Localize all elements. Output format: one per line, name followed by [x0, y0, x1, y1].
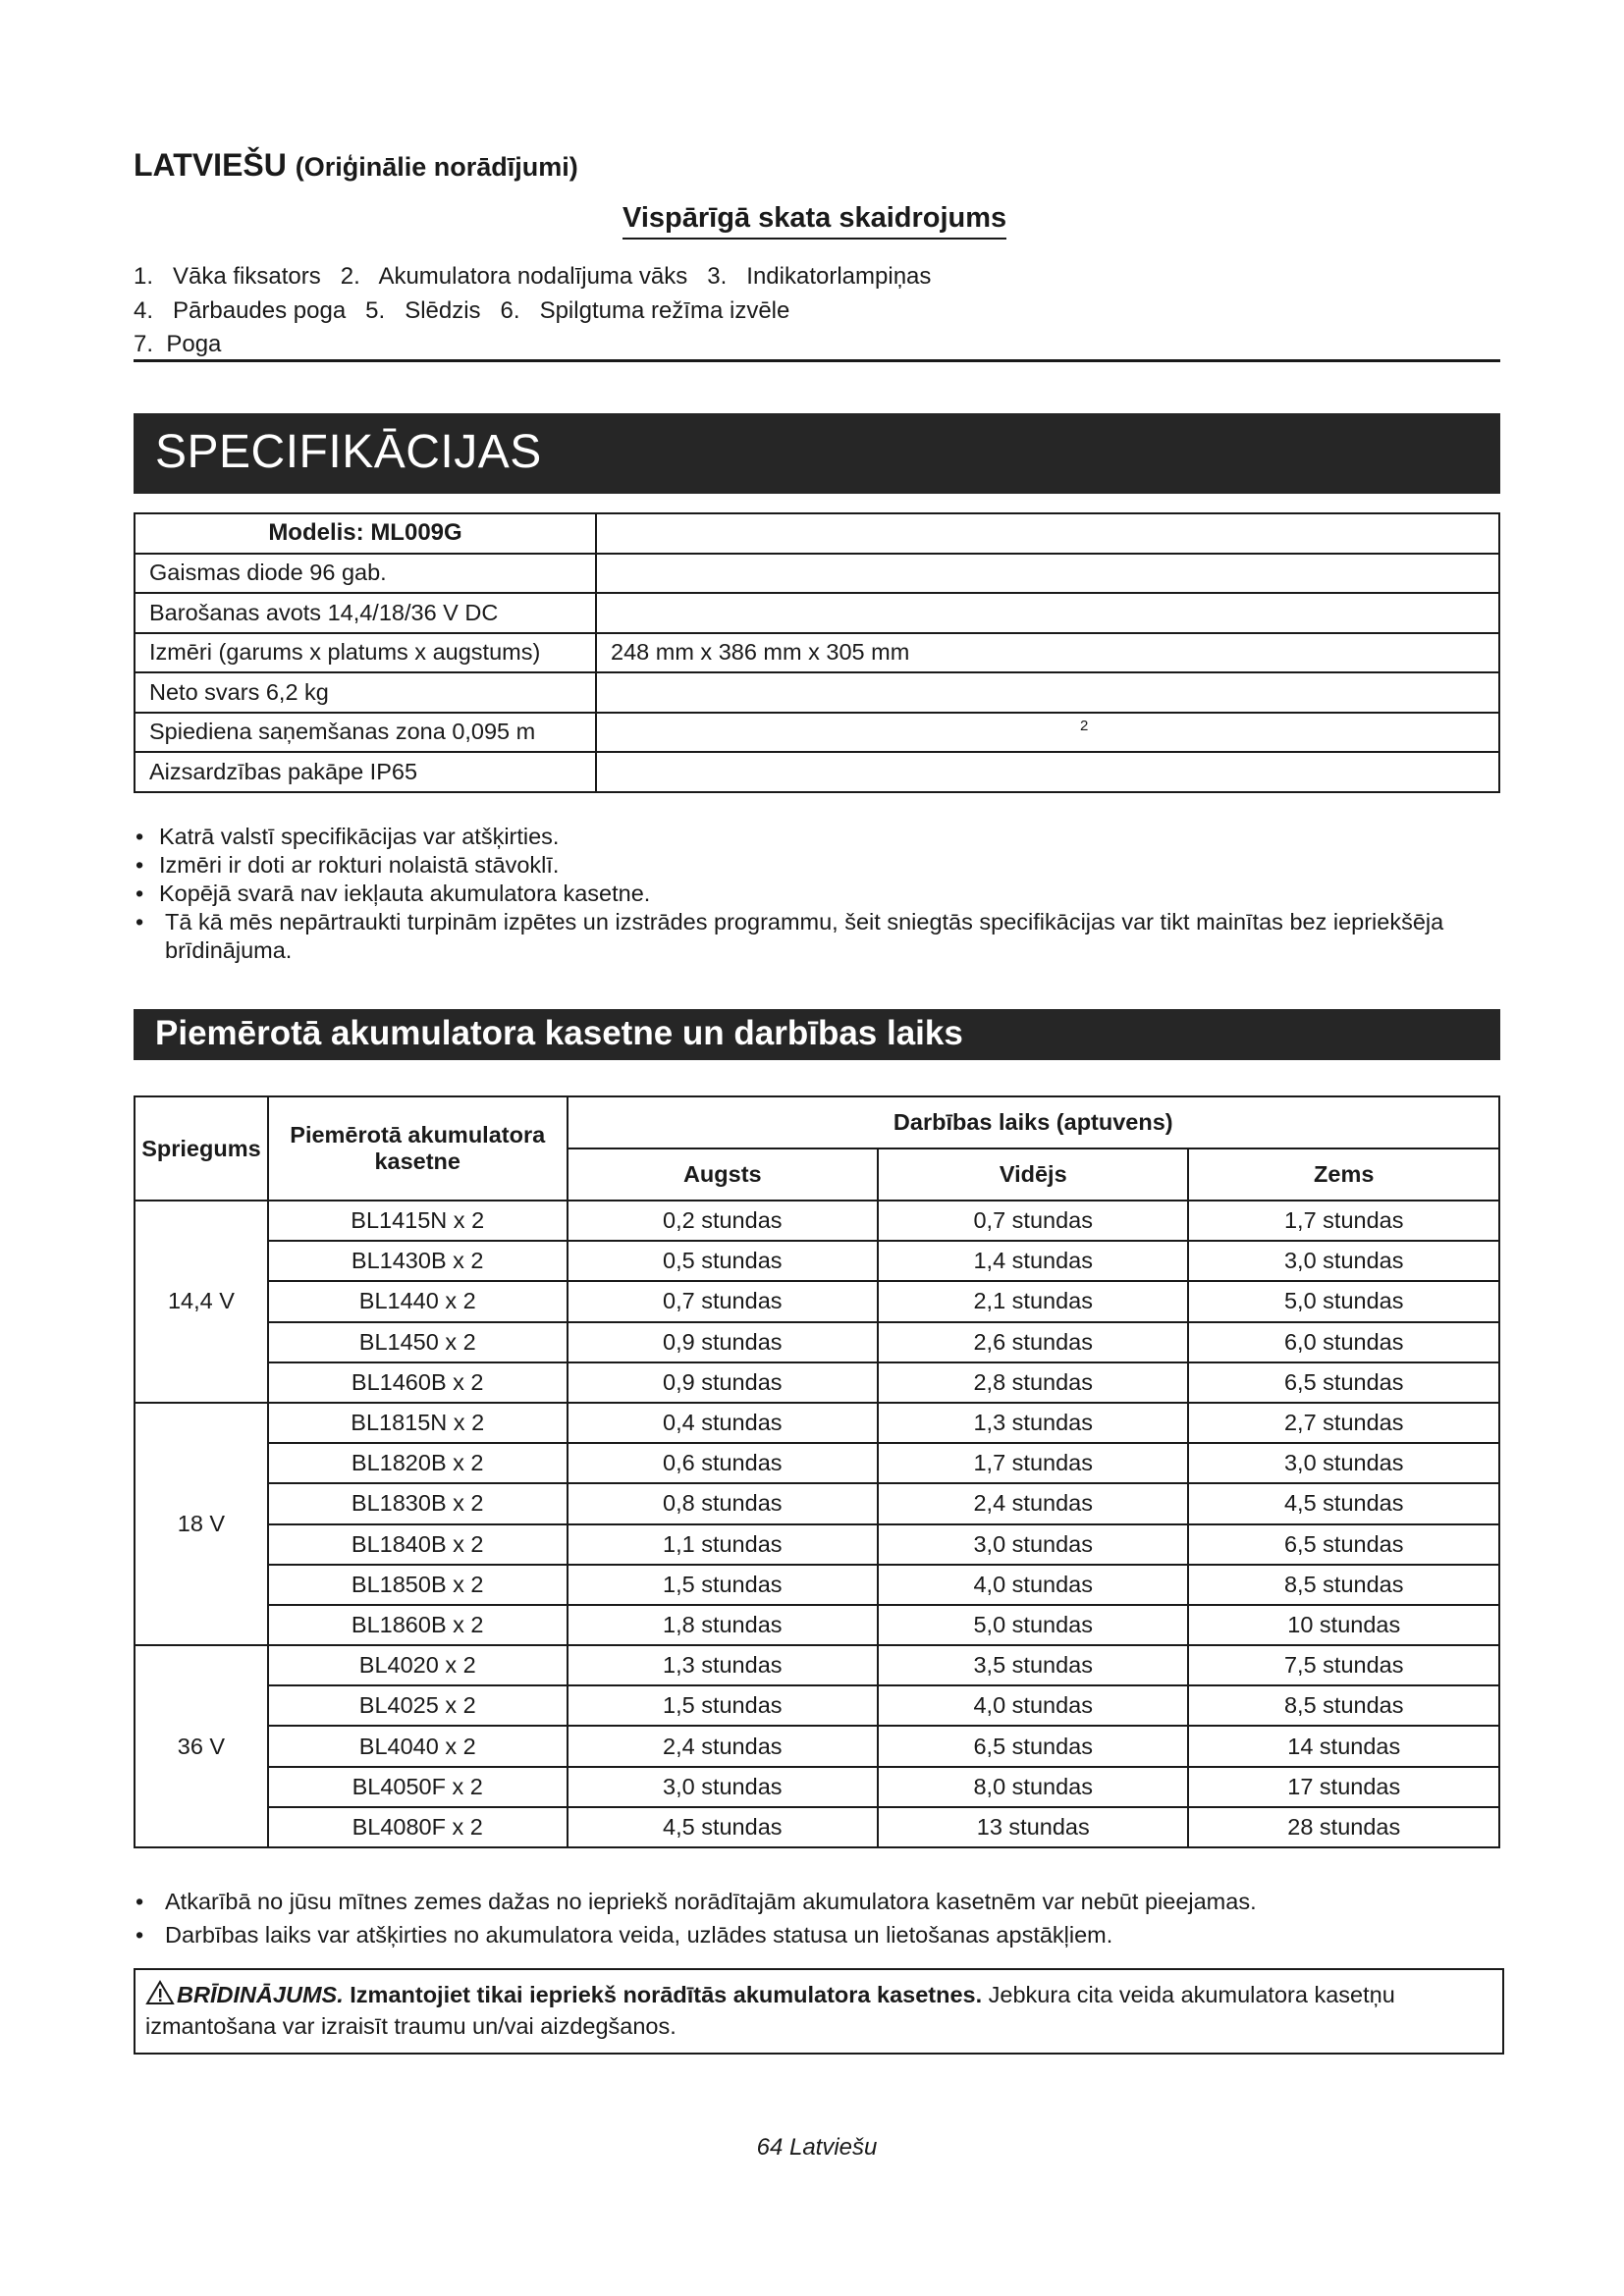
- battery-model-cell: BL1460B x 2: [268, 1362, 568, 1403]
- runtime-high-cell: 0,9 stundas: [568, 1362, 878, 1403]
- battery-model-cell: BL1440 x 2: [268, 1281, 568, 1321]
- spec-row: [135, 633, 1499, 673]
- spec-label: Izmēri (garums x platums x augstums): [135, 633, 596, 673]
- runtime-medium-cell: 1,3 stundas: [878, 1403, 1188, 1443]
- runtime-medium-cell: 4,0 stundas: [878, 1685, 1188, 1726]
- spec-row: [135, 554, 1499, 594]
- runtime-low-cell: 4,5 stundas: [1188, 1483, 1499, 1523]
- runtime-high-cell: 3,0 stundas: [568, 1767, 878, 1807]
- battery-header: [268, 1096, 568, 1201]
- table-row: [135, 1524, 1499, 1565]
- battery-header-row: [135, 1096, 1499, 1148]
- battery-model-cell: BL1860B x 2: [268, 1605, 568, 1645]
- battery-model-cell: BL1820B x 2: [268, 1443, 568, 1483]
- table-row: [135, 1645, 1499, 1685]
- runtime-medium-cell: 2,6 stundas: [878, 1322, 1188, 1362]
- runtime-medium-cell: 13 stundas: [878, 1807, 1188, 1847]
- runtime-medium-cell: 3,5 stundas: [878, 1645, 1188, 1685]
- medium-header: Vidējs: [878, 1148, 1188, 1201]
- page-footer: 64 Latviešu: [756, 2134, 878, 2161]
- runtime-low-cell: 6,0 stundas: [1188, 1322, 1499, 1362]
- parts-list: [134, 260, 931, 362]
- language-title: [134, 147, 578, 184]
- warning-emphasis: Izmantojiet tikai iepriekš norādītās akumulatora kasetnes.: [350, 1982, 983, 2007]
- superscript: 2: [1080, 717, 1089, 734]
- warning-triangle-icon: [145, 1980, 175, 2012]
- spec-label: Aizsardzības pakāpe IP65: [135, 752, 596, 792]
- runtime-medium-cell: 8,0 stundas: [878, 1767, 1188, 1807]
- table-row: [135, 1322, 1499, 1362]
- spec-value: [596, 593, 1499, 633]
- table-row: [135, 1241, 1499, 1281]
- battery-model-cell: BL4020 x 2: [268, 1645, 568, 1685]
- runtime-low-cell: 6,5 stundas: [1188, 1524, 1499, 1565]
- runtime-medium-cell: 2,8 stundas: [878, 1362, 1188, 1403]
- runtime-high-cell: 0,9 stundas: [568, 1322, 878, 1362]
- runtime-medium-cell: 1,4 stundas: [878, 1241, 1188, 1281]
- voltage-header: Spriegums: [135, 1096, 268, 1201]
- warning-box: [134, 1968, 1504, 2055]
- battery-table-body: [135, 1201, 1499, 1847]
- runtime-medium-cell: 3,0 stundas: [878, 1524, 1188, 1565]
- runtime-high-cell: 1,5 stundas: [568, 1685, 878, 1726]
- spec-row: [135, 593, 1499, 633]
- spec-value: [596, 554, 1499, 594]
- battery-model-cell: BL1850B x 2: [268, 1565, 568, 1605]
- spec-row: [135, 713, 1499, 753]
- voltage-cell: 36 V: [135, 1645, 268, 1847]
- runtime-high-cell: 0,4 stundas: [568, 1403, 878, 1443]
- table-row: [135, 1605, 1499, 1645]
- spec-value: [596, 713, 1499, 753]
- runtime-low-cell: 1,7 stundas: [1188, 1201, 1499, 1241]
- spec-value: [596, 752, 1499, 792]
- parts-line: 1. Vāka fiksators 2. Akumulatora nodalījuma vāks 3. Indikatorlampiņas: [134, 263, 932, 290]
- runtime-low-cell: 10 stundas: [1188, 1605, 1499, 1645]
- runtime-high-cell: 1,5 stundas: [568, 1565, 878, 1605]
- note-item: • Darbības laiks var atšķirties no akumulatora veida, uzlādes statusa un lietošanas apstākļiem.: [134, 1918, 1500, 1951]
- runtime-medium-cell: 4,0 stundas: [878, 1565, 1188, 1605]
- battery-header-label: Piemērotā akumulatora kasetne: [290, 1122, 546, 1174]
- runtime-medium-cell: 2,1 stundas: [878, 1281, 1188, 1321]
- battery-model-cell: BL4050F x 2: [268, 1767, 568, 1807]
- spec-label: Neto svars 6,2 kg: [135, 672, 596, 713]
- runtime-low-cell: 17 stundas: [1188, 1767, 1499, 1807]
- runtime-low-cell: 8,5 stundas: [1188, 1565, 1499, 1605]
- table-row: [135, 1443, 1499, 1483]
- runtime-high-cell: 0,8 stundas: [568, 1483, 878, 1523]
- battery-banner: [134, 1009, 1500, 1060]
- runtime-high-cell: 0,2 stundas: [568, 1201, 878, 1241]
- note-item: • Tā kā mēs nepārtraukti turpinām izpētes un izstrādes programmu, šeit sniegtās specifikācijas var tikt mainītas bez iepriekšēja brīdinājuma.: [134, 908, 1500, 965]
- runtime-high-cell: 0,7 stundas: [568, 1281, 878, 1321]
- parts-line: 4. Pārbaudes poga 5. Slēdzis 6. Spilgtuma režīma izvēle: [134, 296, 790, 324]
- spec-value: 248 mm x 386 mm x 305 mm: [596, 633, 1499, 673]
- language-name: LATVIEŠU: [134, 147, 287, 183]
- battery-model-cell: BL1415N x 2: [268, 1201, 568, 1241]
- battery-table: [134, 1095, 1500, 1848]
- overview-title: Vispārīgā skata skaidrojums: [623, 202, 1006, 240]
- battery-model-cell: BL4080F x 2: [268, 1807, 568, 1847]
- battery-model-cell: BL4025 x 2: [268, 1685, 568, 1726]
- spec-value: [596, 513, 1499, 554]
- runtime-low-cell: 2,7 stundas: [1188, 1403, 1499, 1443]
- battery-banner-title: Piemērotā akumulatora kasetne un darbības laiks: [155, 1014, 963, 1052]
- runtime-low-cell: 28 stundas: [1188, 1807, 1499, 1847]
- table-row: [135, 1483, 1499, 1523]
- note-item: • Katrā valstī specifikācijas var atšķirties.: [134, 823, 1500, 851]
- spec-row: [135, 672, 1499, 713]
- model-header: Modelis: ML009G: [135, 513, 596, 554]
- table-row: [135, 1685, 1499, 1726]
- battery-model-cell: BL4040 x 2: [268, 1726, 568, 1766]
- runtime-high-cell: 1,8 stundas: [568, 1605, 878, 1645]
- table-row: [135, 1403, 1499, 1443]
- voltage-cell: 18 V: [135, 1403, 268, 1645]
- high-header: Augsts: [568, 1148, 878, 1201]
- table-row: [135, 1726, 1499, 1766]
- spec-row: [135, 752, 1499, 792]
- table-row: [135, 1565, 1499, 1605]
- warning-text: Jebkura cita veida akumulatora kasetņu izmantošana var izraisīt traumu un/vai aizdegšanos.: [145, 1982, 1395, 2039]
- language-subtitle: (Oriģinālie norādījumi): [295, 152, 578, 182]
- spec-label: Gaismas diode 96 gab.: [135, 554, 596, 594]
- runtime-medium-cell: 2,4 stundas: [878, 1483, 1188, 1523]
- specifications-banner: [134, 413, 1500, 494]
- runtime-medium-cell: 0,7 stundas: [878, 1201, 1188, 1241]
- spec-label: Barošanas avots 14,4/18/36 V DC: [135, 593, 596, 633]
- runtime-high-cell: 1,1 stundas: [568, 1524, 878, 1565]
- table-row: [135, 1201, 1499, 1241]
- battery-model-cell: BL1815N x 2: [268, 1403, 568, 1443]
- runtime-low-cell: 3,0 stundas: [1188, 1241, 1499, 1281]
- battery-model-cell: BL1830B x 2: [268, 1483, 568, 1523]
- runtime-medium-cell: 6,5 stundas: [878, 1726, 1188, 1766]
- battery-model-cell: BL1840B x 2: [268, 1524, 568, 1565]
- specifications-notes: [134, 823, 1500, 965]
- battery-model-cell: BL1430B x 2: [268, 1241, 568, 1281]
- note-item: • Kopējā svarā nav iekļauta akumulatora kasetne.: [134, 880, 1500, 908]
- voltage-cell: 14,4 V: [135, 1201, 268, 1403]
- battery-notes: [134, 1885, 1500, 1951]
- runtime-high-cell: 2,4 stundas: [568, 1726, 878, 1766]
- runtime-high-cell: 4,5 stundas: [568, 1807, 878, 1847]
- runtime-high-cell: 1,3 stundas: [568, 1645, 878, 1685]
- battery-model-cell: BL1450 x 2: [268, 1322, 568, 1362]
- table-row: [135, 1767, 1499, 1807]
- spec-value: [596, 672, 1499, 713]
- section-divider: [134, 359, 1500, 362]
- parts-line: 7. Poga: [134, 331, 222, 357]
- runtime-low-cell: 14 stundas: [1188, 1726, 1499, 1766]
- note-item: • Atkarībā no jūsu mītnes zemes dažas no iepriekš norādītajām akumulatora kasetnēm var nebūt pieejamas.: [134, 1885, 1500, 1918]
- runtime-high-cell: 0,6 stundas: [568, 1443, 878, 1483]
- runtime-low-cell: 6,5 stundas: [1188, 1362, 1499, 1403]
- specifications-table: [134, 512, 1500, 793]
- warning-label: BRĪDINĀJUMS.: [177, 1982, 344, 2007]
- note-item: • Izmēri ir doti ar rokturi nolaistā stāvoklī.: [134, 851, 1500, 880]
- spec-label: Spiediena saņemšanas zona 0,095 m: [135, 713, 596, 753]
- runtime-low-cell: 5,0 stundas: [1188, 1281, 1499, 1321]
- runtime-low-cell: 7,5 stundas: [1188, 1645, 1499, 1685]
- runtime-low-cell: 8,5 stundas: [1188, 1685, 1499, 1726]
- table-row: [135, 1807, 1499, 1847]
- runtime-header: Darbības laiks (aptuvens): [568, 1096, 1499, 1148]
- table-row: [135, 1281, 1499, 1321]
- runtime-high-cell: 0,5 stundas: [568, 1241, 878, 1281]
- spec-header-row: [135, 513, 1499, 554]
- specifications-banner-title: SPECIFIKĀCIJAS: [155, 426, 542, 478]
- low-header: Zems: [1188, 1148, 1499, 1201]
- table-row: [135, 1362, 1499, 1403]
- runtime-low-cell: 3,0 stundas: [1188, 1443, 1499, 1483]
- runtime-medium-cell: 5,0 stundas: [878, 1605, 1188, 1645]
- runtime-medium-cell: 1,7 stundas: [878, 1443, 1188, 1483]
